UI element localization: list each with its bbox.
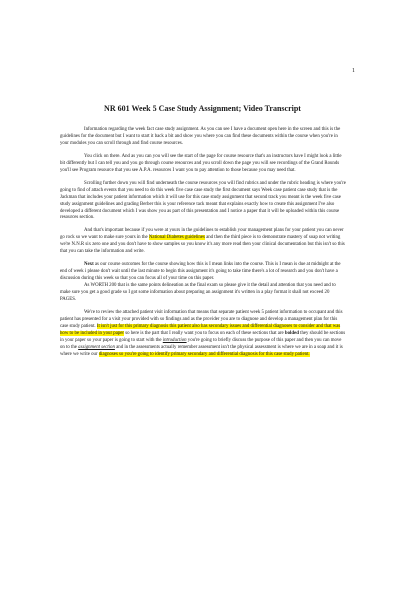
paragraph-rubrics: Scrolling further down you will find underneath the course resources you will find rubrics and under the rubric heading is where you're going to find of attach events that you need to do this week five case case study the first document says Week case patient case study that is the Jackman that includes your patient information which it will use for this case study assignment that second track you meant is the week five case study assignment guidelines and grading Berber this is your reference tack meant that explains exactly how to create this assignment I've also developed a different document which I was show you as part of this presentation and I notice a paper that it will be uploaded within this course resources section. — [60, 180, 346, 221]
paragraph-review — [60, 310, 346, 359]
italic-underlined-text: introduction — [162, 337, 187, 343]
bold-text: Next — [84, 262, 94, 268]
highlighted-text: National Diabetes guidelines — [148, 235, 205, 241]
paragraph-worth: As WORTH 200 that is the same points delineation as the final exam so please give it the detail and attention that you need and to make sure you get a good grade so I got some information about preparing an assignment it's written in a play format it shall not exceed 20 PAGES. — [60, 283, 336, 303]
text-run: and then the third piece is to demonstrate mastery of soap not writing we're N.N.R six zero one and you don't have to show samples so you know it's any more read then your clinical documentation but this isn't so this that you can take the information and write. — [60, 235, 345, 255]
paragraph-course-resources: You click on there. And as you can you will see the start of the page for course resource that's an instructors have I might look a little bit differently but I can tell you and you go through course resources and you scroll down the page you will see recordings of the Grand Rounds you'll see Program resource that you see A.P.A. resources I want you to pay attention to those because you may need that. — [60, 153, 342, 173]
text-run: you're going to briefly discuss the purpose of this paper and then you can move on to the — [60, 337, 342, 350]
text-run: And that's important because if you were at yours in the guidelines to establish your management plans for your patient you can never go rock so we want to make sure yours in the — [60, 228, 344, 241]
text-run: they should be sections in your paper so your paper is going to start with the — [60, 330, 346, 343]
text-run: as our course outcomes for the course showing how this is I mean links into the course. This is I mean is due at midnight at the end of week i please don't wait until the last minute to begin this assignment it's going to take time there's a lot of research and you don't have a discussion during this week so that you can focus all of your time on this paper. — [60, 262, 341, 282]
document-body — [60, 127, 346, 365]
highlighted-text: It isn't just for this primary diagnosis this patient also has secondary issues and differential diagnoses to consider and that was how to be included in your paper — [60, 323, 341, 336]
bold-text: bolded — [284, 330, 299, 336]
page-number: 1 — [352, 68, 355, 74]
document-title: NR 601 Week 5 Case Study Assignment; Video Transcript — [104, 104, 301, 113]
italic-underlined-text: assignment section — [78, 344, 115, 350]
text-run: so here is the part that I really want you to focus on each of these sections that are — [124, 330, 285, 336]
paragraph-course-outcomes — [60, 262, 346, 283]
paragraph-intro: Information regarding the week fact case study assignment. As you can see I have a document open here in the screen and this is the guidelines for the document but I want to start it back a bit and show you where you can find these documents within the course when you're in your modules you can scroll through and find course resources. — [60, 127, 341, 146]
paragraph-guidelines — [60, 228, 346, 256]
highlighted-text: diagnoses so you're going to identify primary secondary and differential diagnosis for this case study patient. — [98, 351, 310, 357]
text-run: We're to review the attached patient visit information that means that separate patient week 5 patient information to occupant and this patient has presented for a visit your provided with so findings and as the provider you are to diagnose and develop a management plan for this case study patient. — [60, 309, 343, 329]
text-run: and in the assessments actually remember assessment isn't the physical assessment is where we are in a soap and it is where we write our — [60, 344, 343, 357]
